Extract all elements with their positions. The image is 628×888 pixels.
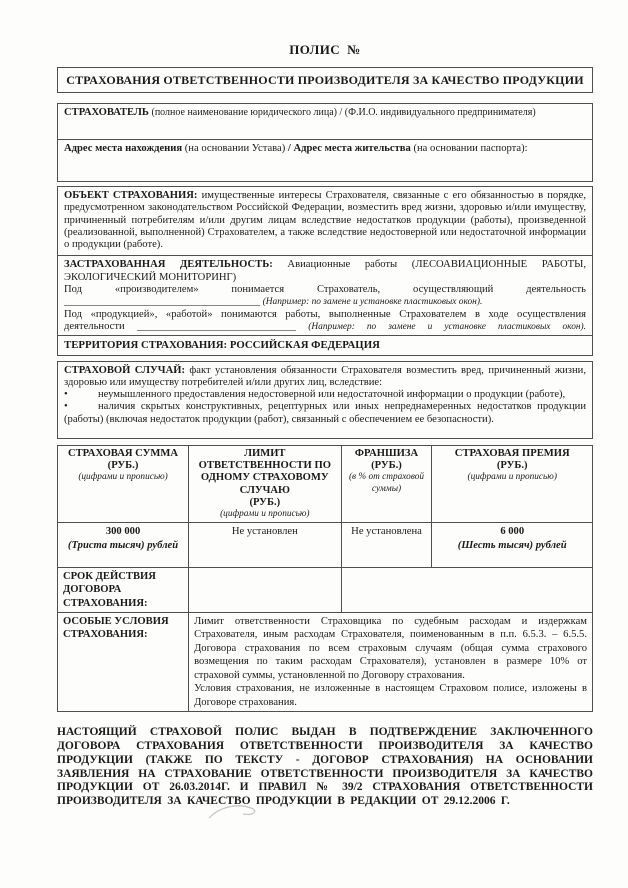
sum-header-hint: (цифрами и прописью) [78, 472, 168, 483]
premium-value-cell [432, 523, 593, 568]
term-blank-cell-2 [341, 568, 592, 613]
sum-header-unit: (РУБ.) [107, 460, 139, 472]
policy-subtitle-box [57, 67, 593, 93]
special-conditions-paragraph-2: Условия страхования, не изложенные в настоящем Страховом полисе, изложены в Договоре страхования. [194, 683, 587, 708]
coverage-header-row [58, 446, 593, 523]
limit-value: Не установлен [231, 526, 298, 538]
limit-header-hint: (цифрами и прописью) [220, 508, 310, 519]
object-label: ОБЪЕКТ СТРАХОВАНИЯ: [64, 190, 198, 201]
product-activity-blank: ______________________________ [137, 320, 296, 332]
term-blank-cell-1 [189, 568, 341, 613]
footer-confirmation-paragraph: НАСТОЯЩИЙ СТРАХОВОЙ ПОЛИС ВЫДАН В ПОДТВЕРЖДЕНИЕ ЗАКЛЮЧЕННОГО ДОГОВОРА СТРАХОВАНИЯ ОТВЕТСТВЕННОСТИ ПРОИЗВОДИТЕЛЯ ЗА КАЧЕСТВО ПРОДУКЦИИ (ТАКЖЕ ПО ТЕКСТУ - ДОГОВОР СТРАХОВАНИЯ) НА ОСНОВАНИИ ЗАЯВЛЕНИЯ НА СТРАХОВАНИЕ ОТВЕТСТВЕННОСТИ ПРОИЗВОДИТЕЛЯ ЗА КАЧЕСТВО ПРОДУКЦИИ ОТ 26.03.2014Г. И ПРАВИЛ № 39/2 СТРАХОВАНИЯ ОТВЕТСТВЕННОСТИ ПРОИЗВОДИТЕЛЯ ЗА КАЧЕСТВО ПРОДУКЦИИ В РЕДАКЦИИ ОТ 29.12.2006 Г. [57, 726, 593, 808]
special-conditions-paragraph-1: Лимит ответственности Страховщика по судебным расходам и издержкам Страхователя, иным расходам Страхователя, поименованным в п.п. 6.5.3. – 6.5.5. Договора страхования по всем страховым случаям (общая сумма страхового возмещения по таким расходам Страхователя), установлен в размере 10% от страховой суммы, установленной по Договору страхования. [194, 616, 587, 681]
bullet-text: наличия скрытых конструктивных, рецептурных или иных непреднамеренных недостатков продукции (работы) (включая недостаток продукции (работ), связанный с обеспечением ее безопасности). [64, 401, 586, 425]
address-section [57, 139, 593, 182]
activity-section [57, 255, 593, 355]
product-example-hint: (Например: по замене и установке пластиковых окон). [308, 321, 586, 332]
insured-section [57, 103, 593, 140]
producer-blank-line [64, 296, 586, 308]
premium-header-title: СТРАХОВАЯ ПРЕМИЯ [454, 448, 570, 460]
sum-amount-words: (Триста тысяч) рублей [67, 539, 179, 551]
page-title: ПОЛИС № [289, 42, 361, 57]
address-residence-hint: (на основании паспорта): [413, 143, 528, 154]
franchise-header-unit: (РУБ.) [371, 460, 402, 472]
producer-definition-line: Под «производителем» понимается Страхователь, осуществляющий деятельность [64, 283, 586, 295]
activity-value: Авиационные работы (ЛЕСОАВИАЦИОННЫЕ РАБОТЫ, ЭКОЛОГИЧЕСКИЙ МОНИТОРИНГ) [64, 259, 586, 283]
franchise-header-hint: (в % от страховой суммы) [348, 472, 425, 494]
object-text: имущественные интересы Страхователя, связанные с его обязанностью в порядке, предусмотренном законодательством Российской Федерации, возместить вред жизни, здоровью и/или имуществу, причиненный потребителям и/или другим лицам вследствие недостатков продукции (работы), произведенной (реализованной, выполненной) Страхователем, а также вследствие недостоверной или недостаточной информации о продукции (работе). [64, 190, 586, 251]
insured-event-text: факт установления обязанности Страхователя возместить вред, причиненный жизни, здоровью или имуществу потребителей и/или других лиц, вследствие: [64, 364, 586, 388]
franchise-header-title: ФРАНШИЗА [354, 448, 419, 460]
premium-amount-words: (Шесть тысяч) рублей [457, 539, 567, 551]
special-conditions-text [189, 613, 593, 712]
insured-event-section [57, 361, 593, 439]
coverage-values-row [58, 523, 593, 568]
insured-hint: (полное наименование юридического лица) / (Ф.И.О. индивидуального предпринимателя) [151, 107, 536, 118]
premium-header-hint: (цифрами и прописью) [467, 472, 557, 483]
bullet-marker: • [64, 401, 68, 413]
premium-header-cell [432, 446, 593, 523]
producer-example-hint: (Например: по замене и установке пластиковых окон). [262, 297, 483, 308]
sum-header-cell [58, 446, 189, 523]
bullet-text: неумышленного предоставления недостоверной или недостаточной информации о продукции (работе), [98, 389, 566, 401]
franchise-value: Не установлена [351, 526, 422, 538]
sum-amount: 300 000 [105, 526, 141, 538]
limit-header-cell [189, 446, 341, 523]
special-conditions-label: ОСОБЫЕ УСЛОВИЯ СТРАХОВАНИЯ: [58, 613, 189, 712]
address-residence-label: Адрес места жительства [293, 143, 411, 154]
franchise-header-cell [341, 446, 432, 523]
territory-row [58, 335, 592, 355]
pencil-scribble-mark [207, 802, 271, 822]
address-location-label: Адрес места нахождения [64, 143, 183, 154]
coverage-table [57, 445, 593, 712]
address-separator: / [287, 143, 291, 154]
product-definition-line: Под «продукцией», «работой» понимаются работы, выполненные Страхователем в ходе осуществления [64, 308, 586, 320]
producer-activity-blank: _____________________________________ [64, 296, 260, 308]
term-label: СРОК ДЕЙСТВИЯ ДОГОВОРА СТРАХОВАНИЯ: [58, 568, 189, 613]
territory-label: ТЕРРИТОРИЯ СТРАХОВАНИЯ: [64, 339, 228, 352]
term-row [58, 568, 593, 613]
limit-value-cell [189, 523, 341, 568]
product-prefix: деятельности [64, 320, 125, 332]
policy-content [57, 42, 593, 808]
bullet-marker: • [64, 389, 68, 401]
limit-header-unit: (РУБ.) [249, 496, 281, 508]
product-blank-line [64, 321, 586, 333]
policy-subtitle: СТРАХОВАНИЯ ОТВЕТСТВЕННОСТИ ПРОИЗВОДИТЕЛЯ ЗА КАЧЕСТВО ПРОДУКЦИИ [66, 73, 584, 87]
sum-header-title: СТРАХОВАЯ СУММА [67, 448, 179, 460]
premium-header-unit: (РУБ.) [496, 460, 528, 472]
insured-event-label: СТРАХОВОЙ СЛУЧАЙ: [64, 364, 185, 376]
premium-amount: 6 000 [500, 526, 525, 538]
insured-event-bullet-2 [64, 401, 586, 426]
insured-event-bullet-1 [64, 389, 586, 401]
special-conditions-row [58, 613, 593, 712]
territory-value: РОССИЙСКАЯ ФЕДЕРАЦИЯ [229, 339, 380, 352]
franchise-value-cell [341, 523, 432, 568]
sum-value-cell [58, 523, 189, 568]
activity-label: ЗАСТРАХОВАННАЯ ДЕЯТЕЛЬНОСТЬ: [64, 259, 273, 271]
object-section [57, 186, 593, 256]
address-location-hint: (на основании Устава) [184, 143, 286, 154]
insured-label: СТРАХОВАТЕЛЬ [64, 107, 149, 118]
limit-header-title: ЛИМИТ ОТВЕТСТВЕННОСТИ ПО ОДНОМУ СТРАХОВОМУ СЛУЧАЮ [198, 448, 331, 496]
